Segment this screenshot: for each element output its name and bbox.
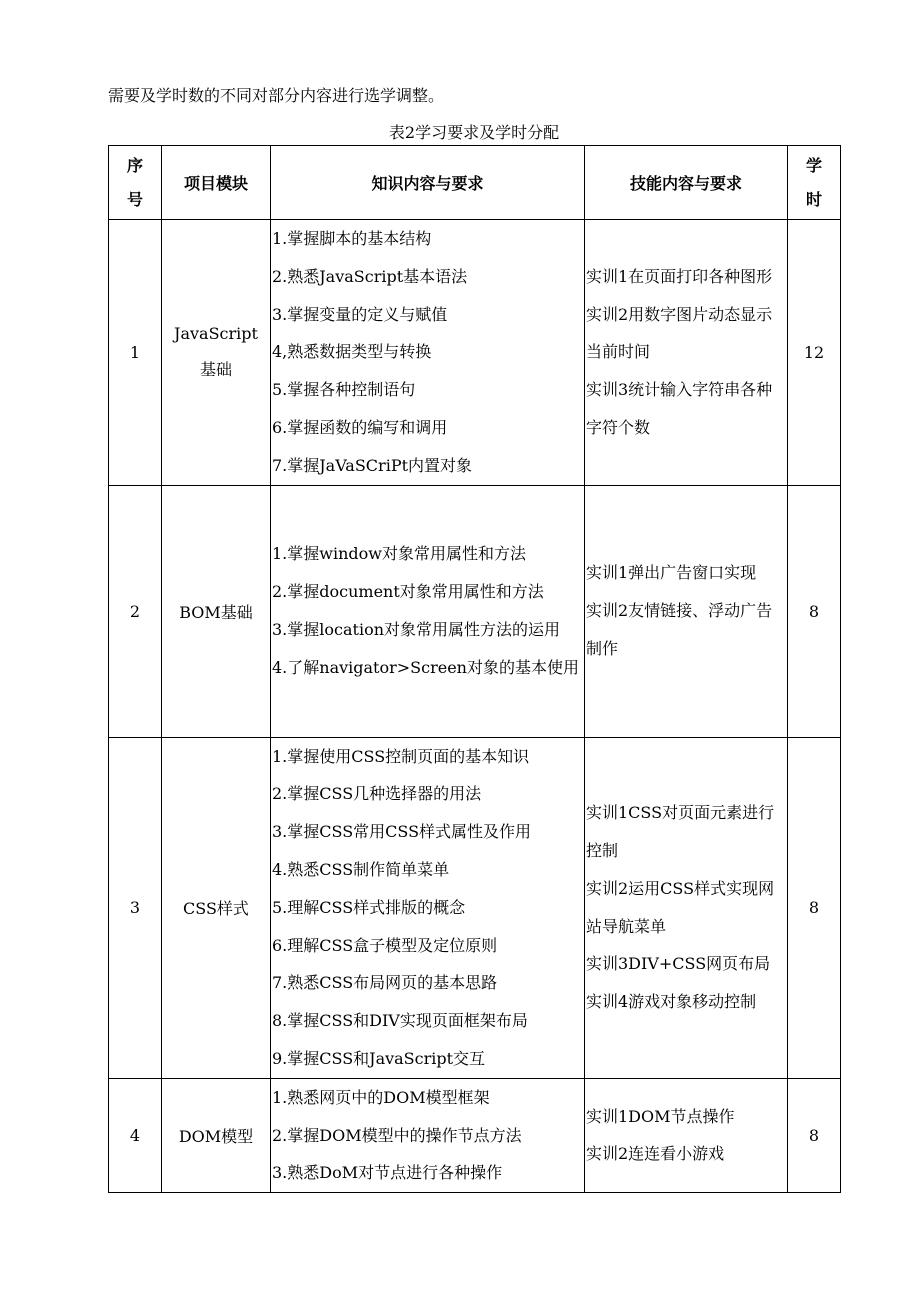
table-row [109,737,841,1078]
row-knowledge [271,485,585,737]
row-index: 4 [109,1078,162,1192]
table-row [109,1078,841,1192]
knowledge-item: 2.掌握CSS几种选择器的用法 [272,784,482,804]
row-hours: 8 [788,485,841,737]
skill-item: 实训1在页面打印各种图形 [586,266,773,286]
row-hours: 12 [788,220,841,486]
knowledge-item: 5.掌握各种控制语句 [272,380,416,400]
study-requirements-table [108,145,841,1193]
knowledge-item: 5.理解CSS样式排版的概念 [272,897,466,917]
knowledge-item: 6.掌握函数的编写和调用 [272,417,448,437]
skill-item: 实训2用数字图片动态显示当前时间 [586,304,773,362]
row-skills [585,737,788,1078]
knowledge-item: 1.掌握脚本的基本结构 [272,229,432,248]
row-knowledge [271,220,585,486]
knowledge-item: 4.了解navigator>Screen对象的基本使用 [272,657,579,677]
row-skills [585,1078,788,1192]
row-hours: 8 [788,737,841,1078]
row-index: 2 [109,485,162,737]
knowledge-item: 2.掌握document对象常用属性和方法 [272,582,544,602]
knowledge-item: 8.掌握CSS和DIV实现页面框架布局 [272,1011,528,1031]
skill-item: 实训4游戏对象移动控制 [586,992,757,1012]
knowledge-item: 9.掌握CSS和JavaScript交互 [272,1048,486,1068]
row-module: CSS样式 [162,737,271,1078]
skill-item: 实训3DIV+CSS网页布局 [586,954,771,974]
row-index: 3 [109,737,162,1078]
skill-item: 实训1CSS对页面元素进行控制 [586,803,775,861]
skill-item: 实训1弹出广告窗口实现 [586,563,757,583]
table-row [109,485,841,737]
knowledge-item: 3.掌握变量的定义与赋值 [272,304,448,324]
row-knowledge [271,737,585,1078]
skill-item: 实训3统计输入字符串各种字符个数 [586,380,773,437]
knowledge-item: 7.熟悉CSS布局网页的基本思路 [272,973,498,993]
skill-item: 实训2连连看小游戏 [586,1144,725,1164]
knowledge-item: 3.掌握location对象常用属性方法的运用 [272,620,561,640]
row-hours: 8 [788,1078,841,1192]
knowledge-item: 7.掌握JaVaSCriPt内置对象 [272,455,473,475]
skill-item: 实训2运用CSS样式实现网站导航菜单 [586,878,775,936]
header-module: 项目模块 [162,146,271,220]
row-module: DOM模型 [162,1078,271,1192]
row-skills [585,485,788,737]
knowledge-item: 2.掌握DOM模型中的操作节点方法 [272,1125,522,1145]
knowledge-item: 4,熟悉数据类型与转换 [272,342,432,362]
row-knowledge [271,1078,585,1192]
row-module: BOM基础 [162,485,271,737]
knowledge-item: 3.掌握CSS常用CSS样式属性及作用 [272,822,532,842]
skill-item: 实训2友情链接、浮动广告制作 [586,601,773,658]
knowledge-item: 1.掌握使用CSS控制页面的基本知识 [272,746,530,766]
row-skills [585,220,788,486]
knowledge-item: 6.理解CSS盒子模型及定位原则 [272,935,498,955]
row-index: 1 [109,220,162,486]
knowledge-item: 2.熟悉JavaScript基本语法 [272,266,468,286]
knowledge-item: 1.掌握window对象常用属性和方法 [272,544,526,564]
knowledge-item: 3.熟悉DoM对节点进行各种操作 [272,1163,503,1183]
skill-item: 实训1DOM节点操作 [586,1106,735,1126]
header-knowledge: 知识内容与要求 [271,146,585,220]
knowledge-item: 1.熟悉网页中的DOM模型框架 [272,1087,490,1107]
intro-text: 需要及学时数的不同对部分内容进行选学调整。 [108,86,445,105]
row-module: JavaScript 基础 [162,220,271,486]
header-skills: 技能内容与要求 [585,146,788,220]
header-hours: 学 时 [788,146,841,220]
table-row [109,220,841,486]
header-index: 序 号 [109,146,162,220]
header-row [109,146,841,220]
knowledge-item: 4.熟悉CSS制作简单菜单 [272,859,450,879]
table-caption: 表2学习要求及学时分配 [388,123,560,142]
